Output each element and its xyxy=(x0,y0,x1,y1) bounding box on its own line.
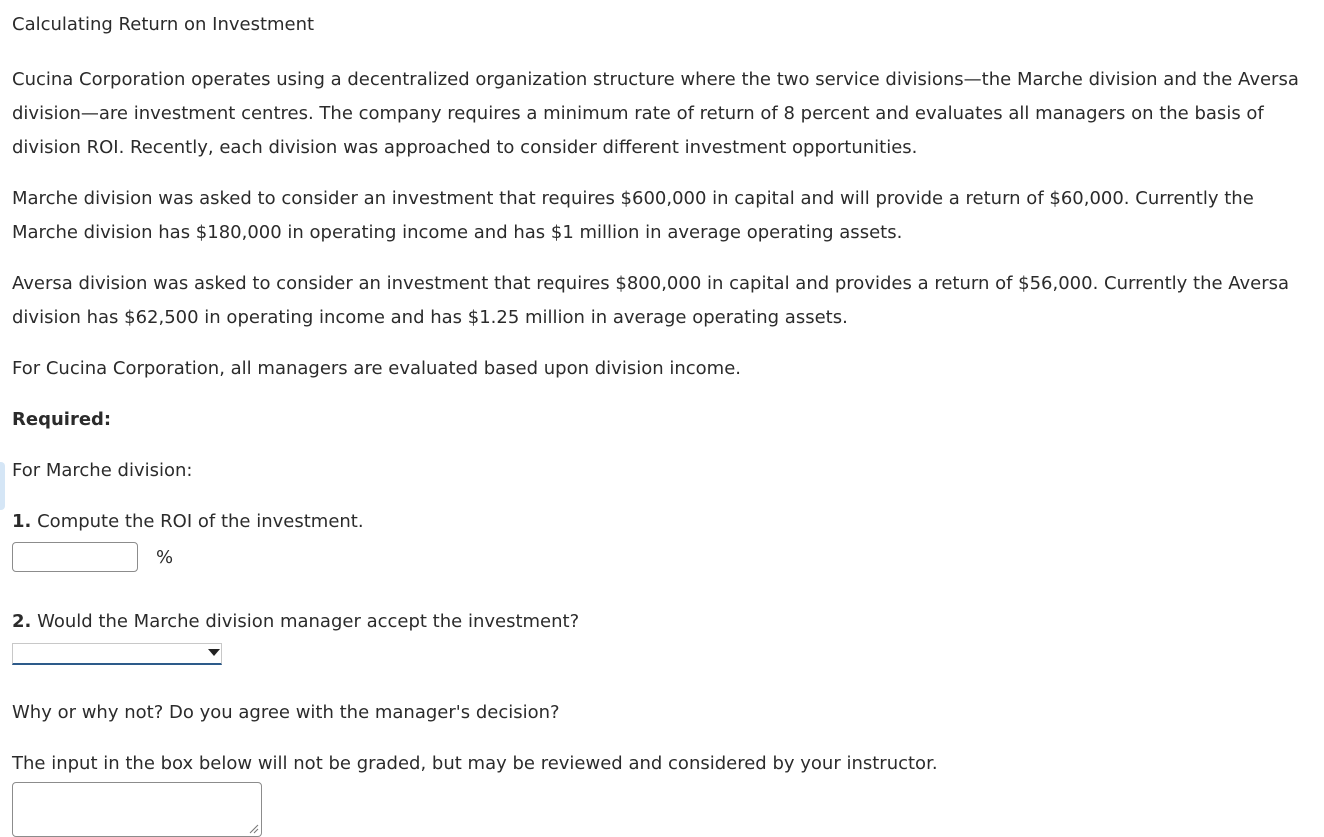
marche-paragraph: Marche division was asked to consider an investment that requires $600,000 in capital and will provide a return of $60,000. Currently the Marche division has $180,000 in operating income and has $1 million in average operating assets. xyxy=(12,188,1254,243)
question-1 xyxy=(12,505,1318,539)
ungraded-note: The input in the box below will not be graded, but may be reviewed and considered by your instructor. xyxy=(12,753,938,774)
question-page xyxy=(12,12,1318,837)
intro-paragraph: Cucina Corporation operates using a decentralized organization structure where the two service divisions—the Marche division and the Aversa division—are investment centres. The company requires a minimum rate of return of 8 percent and evaluates all managers on the basis of division ROI. Recently, each division was approached to consider different investment opportunities. xyxy=(12,69,1299,158)
caret-down-icon xyxy=(208,649,220,656)
percent-unit-label: % xyxy=(156,546,174,568)
required-label: Required: xyxy=(12,409,112,430)
focus-edge-indicator xyxy=(0,462,5,510)
page-title: Calculating Return on Investment xyxy=(12,14,315,35)
accept-decision-dropdown[interactable] xyxy=(12,643,222,665)
for-marche-label: For Marche division: xyxy=(12,460,193,481)
roi-input[interactable] xyxy=(12,542,138,572)
question-1-answer-row xyxy=(12,539,1318,575)
aversa-paragraph: Aversa division was asked to consider an investment that requires $800,000 in capital and provides a return of $56,000. Currently the Aversa division has $62,500 in operating income and has $1.25 million in average operating assets. xyxy=(12,273,1290,328)
question-1-number: 1. xyxy=(12,511,32,532)
comment-textarea[interactable] xyxy=(12,782,262,837)
question-2-number: 2. xyxy=(12,611,32,632)
question-2-text: Would the Marche division manager accept the investment? xyxy=(37,611,580,632)
why-prompt: Why or why not? Do you agree with the manager's decision? xyxy=(12,702,560,723)
question-2 xyxy=(12,605,1318,639)
question-1-text: Compute the ROI of the investment. xyxy=(37,511,364,532)
resize-grip-icon[interactable] xyxy=(247,822,259,834)
evaluation-paragraph: For Cucina Corporation, all managers are evaluated based upon division income. xyxy=(12,358,741,379)
